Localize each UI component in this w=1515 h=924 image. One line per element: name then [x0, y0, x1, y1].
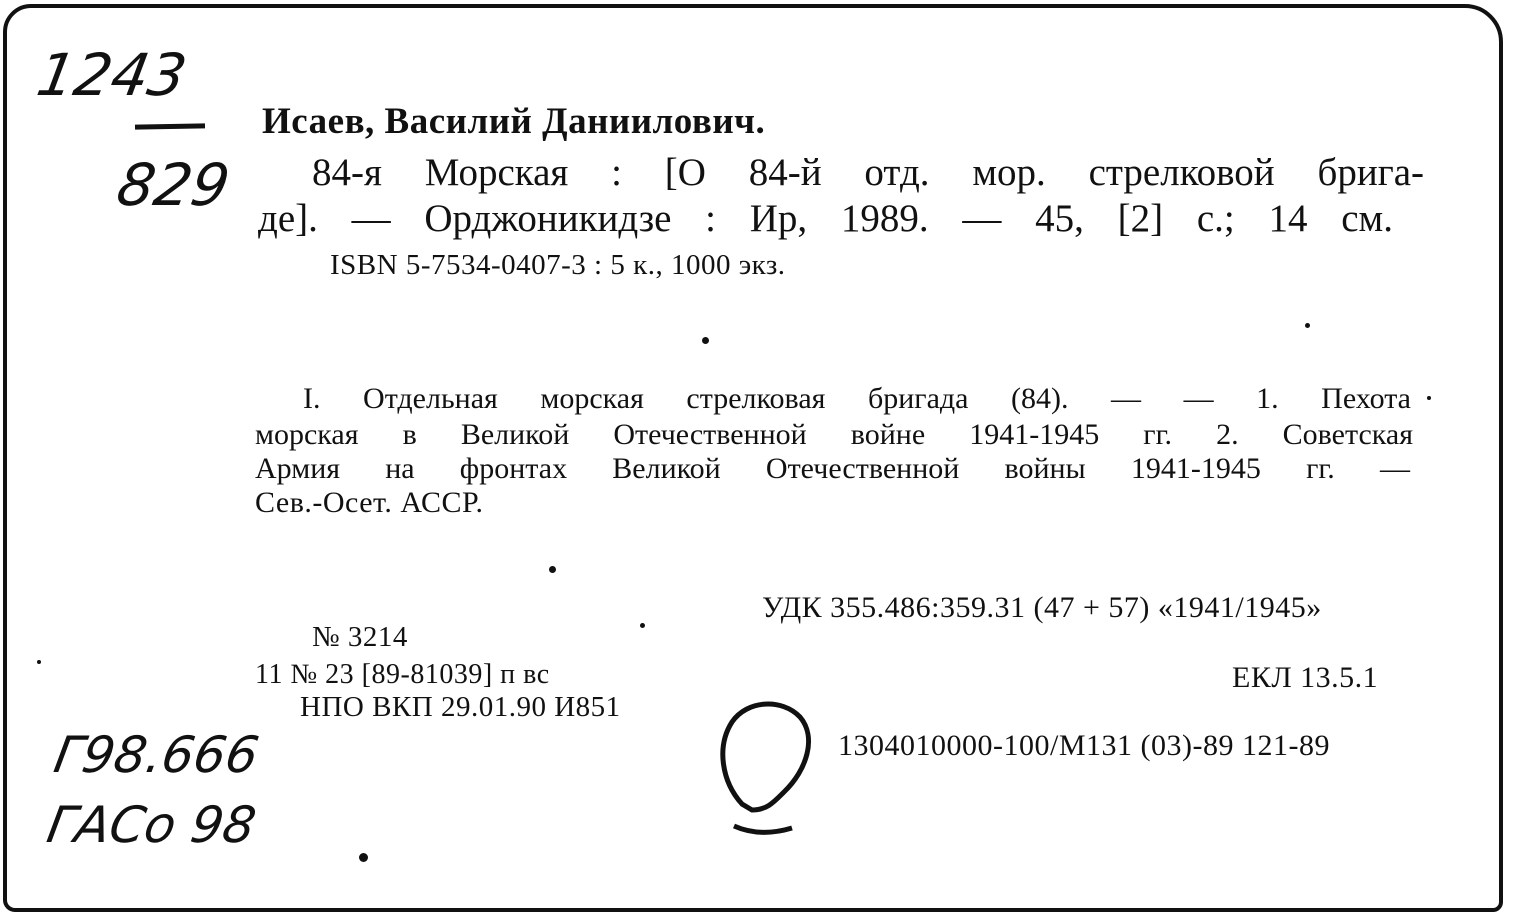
subject-line-4: Сев.-Осет. АССР.: [255, 486, 484, 519]
handwritten-number-bottom: 829: [112, 151, 235, 219]
speck: [1427, 396, 1431, 400]
udk-code: УДК 355.486:359.31 (47 + 57) «1941/1945»: [762, 591, 1322, 624]
speck: [359, 853, 368, 862]
handwritten-note-2: ГАСо 98: [42, 796, 261, 854]
print-info-line-3: НПО ВКП 29.01.90 И851: [300, 691, 621, 723]
speck: [702, 337, 709, 344]
handwritten-note-1: Г98.666: [49, 726, 263, 784]
handwritten-number-top: 1243: [32, 41, 192, 109]
subject-line-1: I. Отдельная морская стрелковая бригада (84). — — 1. Пехота: [303, 382, 1411, 415]
ekl-code: ЕКЛ 13.5.1: [1232, 661, 1379, 694]
title-line-2: де]. — Орджоникидзе : Ир, 1989. — 45, [2] с.; 14 см.: [258, 197, 1393, 240]
bbk-code: 1304010000-100/М131 (03)-89 121-89: [838, 729, 1330, 762]
subject-line-2: морская в Великой Отечественной войне 1941-1945 гг. 2. Советская: [255, 418, 1413, 451]
speck: [640, 623, 645, 628]
subject-line-3: Армия на фронтах Великой Отечественной войны 1941-1945 гг. —: [255, 452, 1410, 485]
card-number: № 3214: [312, 621, 408, 653]
isbn-line: ISBN 5-7534-0407-3 : 5 к., 1000 экз.: [330, 249, 786, 281]
print-info-line-2: 11 № 23 [89-81039] п вс: [255, 659, 550, 690]
speck: [37, 660, 41, 664]
speck: [549, 566, 556, 573]
circle-mark-icon: [712, 692, 822, 842]
author-heading: Исаев, Василий Даниилович.: [262, 101, 766, 142]
speck: [1305, 323, 1310, 328]
title-line-1: 84-я Морская : [О 84-й отд. мор. стрелковой брига-: [312, 151, 1424, 194]
